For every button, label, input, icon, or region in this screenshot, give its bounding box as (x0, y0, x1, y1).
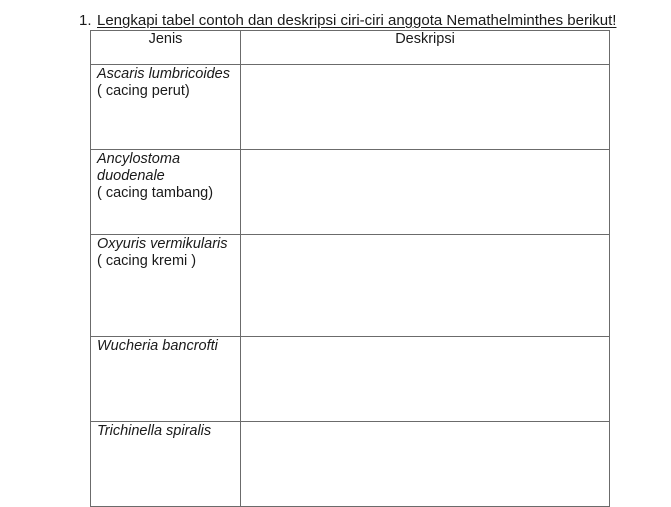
species-cell (91, 235, 241, 337)
table-row (91, 65, 610, 150)
species-cell (91, 65, 241, 150)
table-header-row (91, 31, 610, 65)
species-cell (91, 337, 241, 422)
header-deskripsi: Deskripsi (241, 31, 610, 65)
question-number: 1. (79, 12, 92, 29)
description-cell[interactable] (241, 235, 610, 337)
description-cell[interactable] (241, 150, 610, 235)
question-text: Lengkapi tabel contoh dan deskripsi ciri-ciri anggota Nemathelminthes berikut! (97, 12, 617, 29)
species-cell (91, 422, 241, 507)
table-row (91, 337, 610, 422)
question-heading (79, 12, 616, 30)
table-row (91, 422, 610, 507)
description-cell[interactable] (241, 65, 610, 150)
species-name: Ancylostoma duodenale (97, 151, 181, 184)
nemathelminthes-table (90, 30, 610, 507)
common-name: ( cacing perut) (97, 83, 190, 99)
table-row (91, 150, 610, 235)
table-row (91, 235, 610, 337)
description-cell[interactable] (241, 337, 610, 422)
description-cell[interactable] (241, 422, 610, 507)
species-name: Wucheria bancrofti (97, 338, 218, 354)
species-name: Trichinella spiralis (97, 423, 212, 439)
header-jenis: Jenis (91, 31, 241, 65)
species-cell (91, 150, 241, 235)
species-name: Ascaris lumbricoides (97, 66, 230, 82)
common-name: ( cacing kremi ) (97, 253, 197, 269)
species-name: Oxyuris vermikularis (97, 236, 228, 252)
common-name: ( cacing tambang) (97, 185, 214, 201)
